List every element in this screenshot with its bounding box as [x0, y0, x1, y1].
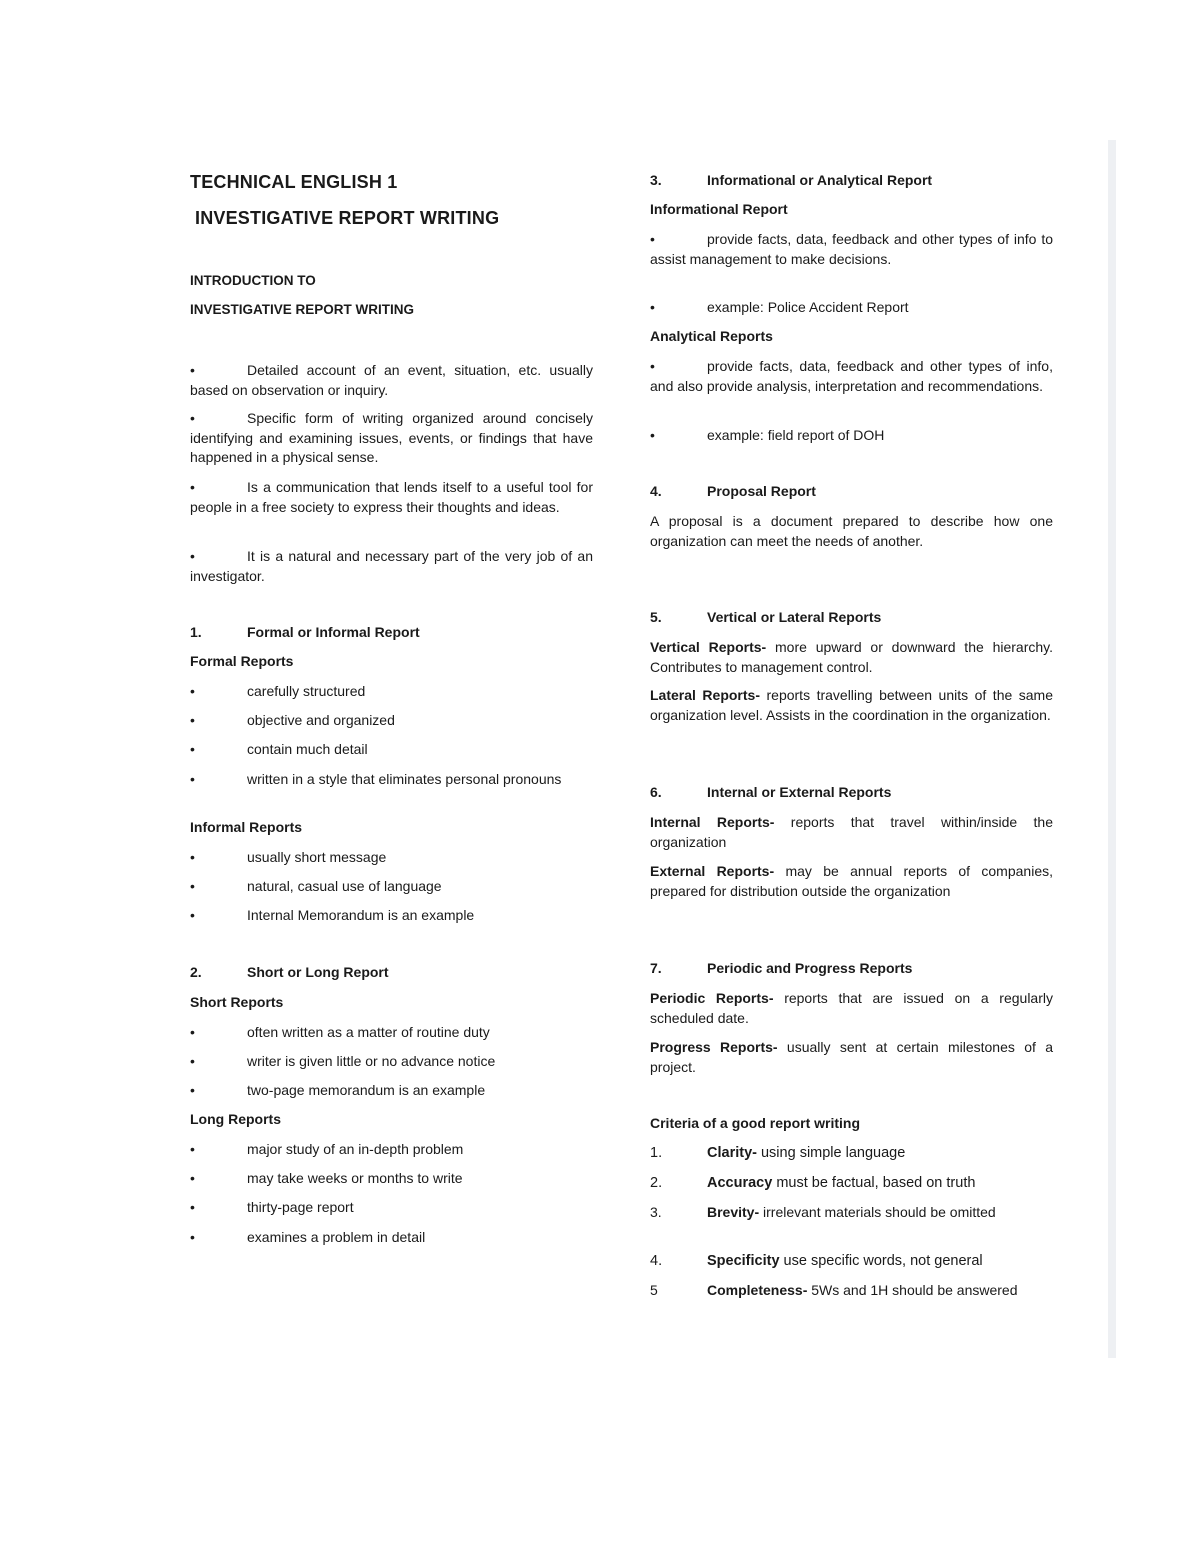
- list-item: • provide facts, data, feedback and other types of info, and also provide analysis, interpretation and recommendations.: [650, 358, 1053, 394]
- section-4-heading: 4. Proposal Report: [650, 483, 816, 499]
- list-item: • examines a problem in detail: [190, 1229, 426, 1245]
- list-item: • objective and organized: [190, 712, 395, 728]
- list-item: • contain much detail: [190, 741, 368, 757]
- list-item: • writer is given little or no advance notice: [190, 1053, 496, 1069]
- document-subtitle: INVESTIGATIVE REPORT WRITING: [195, 208, 500, 228]
- external-reports-paragraph: External Reports- may be annual reports of companies, prepared for distribution outside the organization: [650, 863, 1053, 899]
- criteria-item: 1. Clarity- using simple language: [650, 1145, 906, 1161]
- periodic-reports-paragraph: Periodic Reports- reports that are issued on a regularly scheduled date.: [650, 990, 1053, 1026]
- section-2-heading: 2. Short or Long Report: [190, 964, 389, 980]
- list-item: • written in a style that eliminates personal pronouns: [190, 771, 562, 787]
- section-7-heading: 7. Periodic and Progress Reports: [650, 960, 913, 976]
- list-item: • two-page memorandum is an example: [190, 1082, 486, 1098]
- list-item: • major study of an in-depth problem: [190, 1141, 464, 1157]
- page-edge-shadow: [1108, 140, 1116, 1358]
- informal-reports-heading: Informal Reports: [190, 819, 303, 835]
- list-item: • carefully structured: [190, 683, 366, 699]
- intro-item: • It is a natural and necessary part of the very job of an investigator.: [190, 548, 593, 584]
- progress-reports-paragraph: Progress Reports- usually sent at certain milestones of a project.: [650, 1039, 1053, 1075]
- bullet: •: [190, 362, 195, 378]
- document-title: TECHNICAL ENGLISH 1: [190, 172, 398, 192]
- list-item: • natural, casual use of language: [190, 878, 442, 894]
- list-item: • example: Police Accident Report: [650, 299, 909, 315]
- vertical-reports-paragraph: Vertical Reports- more upward or downward the hierarchy. Contributes to management control.: [650, 639, 1053, 675]
- intro-heading-2: INVESTIGATIVE REPORT WRITING: [190, 302, 415, 317]
- bullet: •: [190, 479, 195, 495]
- lateral-reports-paragraph: Lateral Reports- reports travelling between units of the same organization level. Assists in the coordination in the organization.: [650, 687, 1054, 723]
- bullet: •: [190, 410, 195, 426]
- list-item: • thirty-page report: [190, 1199, 354, 1215]
- bullet: •: [190, 548, 195, 564]
- informational-report-heading: Informational Report: [650, 201, 788, 217]
- proposal-paragraph: A proposal is a document prepared to describe how one organization can meet the needs of another.: [650, 513, 1053, 549]
- list-item: • may take weeks or months to write: [190, 1170, 463, 1186]
- intro-heading-1: INTRODUCTION TO: [190, 273, 316, 288]
- analytical-reports-heading: Analytical Reports: [650, 328, 773, 344]
- criteria-item: 4. Specificity use specific words, not general: [650, 1253, 983, 1269]
- list-item: • usually short message: [190, 849, 387, 865]
- section-1-heading: 1. Formal or Informal Report: [190, 624, 420, 640]
- short-reports-heading: Short Reports: [190, 994, 284, 1010]
- criteria-item: 2. Accuracy must be factual, based on truth: [650, 1175, 976, 1191]
- list-item: • often written as a matter of routine duty: [190, 1024, 490, 1040]
- long-reports-heading: Long Reports: [190, 1111, 281, 1127]
- intro-item: • Specific form of writing organized around concisely identifying and examining issues, events, or findings that have happened in a physical sense.: [190, 410, 593, 465]
- list-item: • provide facts, data, feedback and other types of info to assist management to make decisions.: [650, 231, 1053, 267]
- criteria-item: 3. Brevity- irrelevant materials should be omitted: [650, 1204, 996, 1220]
- section-6-heading: 6. Internal or External Reports: [650, 784, 892, 800]
- formal-reports-heading: Formal Reports: [190, 653, 294, 669]
- section-5-heading: 5. Vertical or Lateral Reports: [650, 609, 882, 625]
- criteria-heading: Criteria of a good report writing: [650, 1115, 861, 1131]
- list-item: • Internal Memorandum is an example: [190, 907, 475, 923]
- section-3-heading: 3. Informational or Analytical Report: [650, 172, 933, 188]
- list-item: • example: field report of DOH: [650, 427, 885, 443]
- internal-reports-paragraph: Internal Reports- reports that travel within/inside the organization: [650, 814, 1053, 850]
- intro-item: • Is a communication that lends itself to a useful tool for people in a free society to express their thoughts and ideas.: [190, 479, 593, 515]
- intro-item: • Detailed account of an event, situation, etc. usually based on observation or inquiry.: [190, 362, 593, 398]
- criteria-item: 5 Completeness- 5Ws and 1H should be answered: [650, 1282, 1018, 1298]
